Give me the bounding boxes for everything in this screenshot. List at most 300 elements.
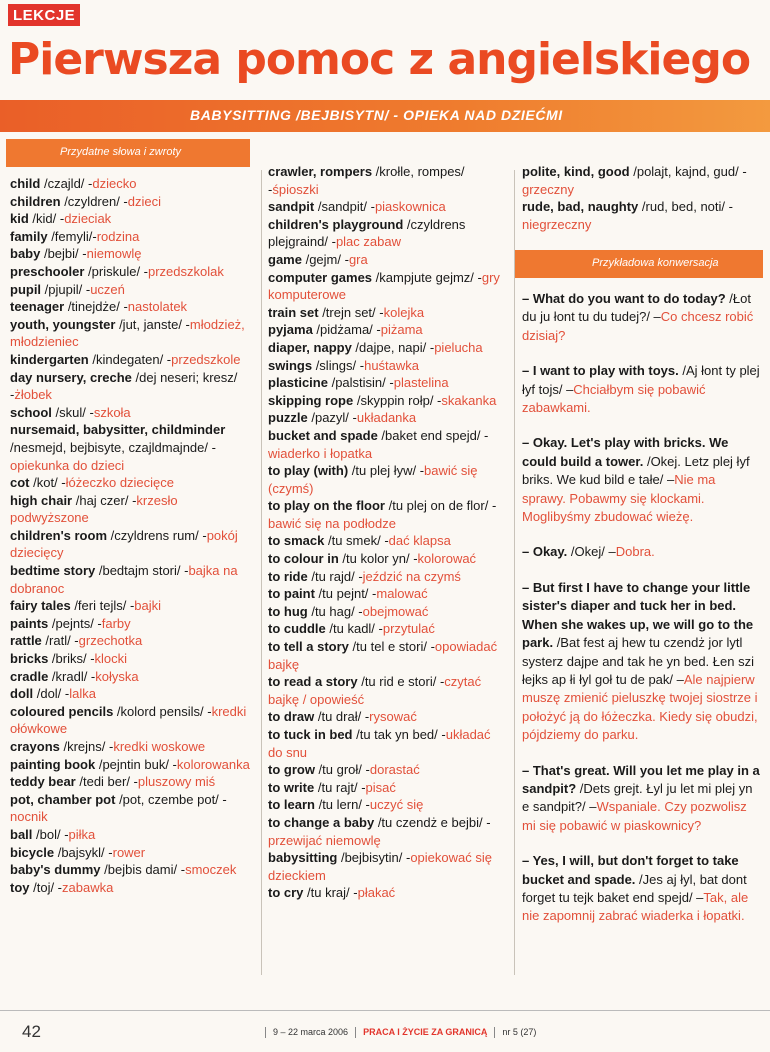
conversation-line (522, 362, 760, 417)
vocab-pronunciation: /tu kolor yn/ - (338, 551, 418, 567)
vocab-word: cradle (10, 668, 49, 684)
vocab-translation: piaskownica (374, 199, 446, 215)
conversation-english: – Okay. Let's play with bricks. We could build a tower. (522, 435, 729, 469)
footer (258, 1027, 536, 1038)
vocab-word: painting book (10, 756, 96, 772)
vocab-word: rude, bad, naughty (522, 199, 639, 215)
vocab-entry (268, 638, 508, 673)
vocab-entry (10, 245, 255, 263)
vocab-word: computer games (268, 269, 373, 285)
vocab-entry (268, 532, 508, 550)
vocab-pronunciation: /tu lern/ - (314, 797, 370, 813)
vocab-pronunciation: /tu rid e stori/ - (357, 674, 445, 690)
vocab-translation: grzechotka (78, 633, 143, 649)
vocab-entry (268, 884, 508, 902)
vocab-translation: gry komputerowe (268, 269, 500, 303)
vocab-translation: śpioszki (272, 181, 319, 197)
vocab-translation: skakanka (441, 392, 497, 408)
conversation-line (522, 852, 760, 926)
vocab-entry (268, 585, 508, 603)
vocab-pronunciation: /skul/ - (51, 404, 94, 420)
vocab-pronunciation: /czyldrens plejgraind/ - (268, 216, 466, 250)
vocab-word: kindergarten (10, 351, 89, 367)
vocab-pronunciation: /bol/ - (32, 826, 69, 842)
conversation-pronunciation: /Dets grejt. Łyl ju let mi plej yn e sandpit?/ – (522, 780, 753, 815)
vocab-entry (268, 761, 508, 779)
vocab-entry (10, 369, 255, 404)
vocab-translation: kolorowanka (176, 756, 250, 772)
vocabulary-column-2 (268, 163, 508, 902)
vocab-entry (268, 321, 508, 339)
vocab-translation: żłobek (14, 387, 52, 403)
vocab-entry (268, 163, 508, 198)
vocab-pronunciation: /rud, bed, noti/ - (638, 199, 733, 215)
vocab-entry (268, 726, 508, 761)
vocab-word: to colour in (268, 551, 339, 567)
vocab-pronunciation: /tu plej ływ/ - (348, 463, 425, 479)
vocab-pronunciation: /slings/ - (312, 357, 365, 373)
vocab-translation: dzieci (127, 193, 162, 209)
vocab-word: train set (268, 304, 319, 320)
vocab-entry (268, 216, 508, 251)
conversation-line (522, 290, 760, 345)
vocab-entry (268, 603, 508, 621)
vocab-word: ball (10, 826, 33, 842)
conversation-line (522, 579, 760, 745)
vocab-entry (268, 568, 508, 586)
vocab-translation: jeździć na czymś (362, 568, 461, 584)
vocab-word: to paint (268, 586, 315, 602)
vocab-pronunciation: /pazyl/ - (307, 410, 357, 426)
vocab-translation: rysować (369, 709, 417, 725)
vocab-translation: piżama (380, 322, 423, 338)
conversation-translation: Tak, ale nie zapomnij zabrać wiaderka i łopatki. (522, 889, 749, 924)
conversation-translation: Co chcesz robić dzisiaj? (522, 309, 754, 343)
vocab-pronunciation: /tu tel e stori/ - (348, 639, 435, 655)
vocab-pronunciation: /pidżama/ - (312, 322, 381, 338)
vocab-word: to cuddle (268, 621, 326, 637)
vocab-translation: niemowlę (86, 246, 142, 262)
vocab-entry (268, 550, 508, 568)
vocab-translation: opiekunka do dzieci (10, 457, 125, 473)
vocabulary-column-1 (10, 175, 255, 896)
conversation-line (522, 434, 760, 526)
conversation-english: – Yes, I will, but don't forget to take bucket and spade. (522, 853, 739, 887)
vocab-pronunciation: /dajpe, napi/ - (351, 339, 435, 355)
conversation-pronunciation: /Jes aj łyl, bat dont forget tu tejk baket end spejd/ – (522, 871, 747, 905)
conversation-english: – But first I have to change your little sister's diaper and tuck her in bed. When she wakes up, we will go to the park. (522, 579, 754, 651)
vocab-entry (10, 597, 255, 615)
vocab-translation: piłka (68, 826, 96, 842)
vocab-translation: przedszkole (171, 351, 241, 367)
vocab-word: to play on the floor (268, 498, 385, 514)
vocab-translation: obejmować (362, 603, 429, 619)
vocab-translation: pisać (365, 779, 396, 795)
vocab-pronunciation: /femyli/- (47, 228, 97, 244)
vocab-translation: niegrzeczny (522, 216, 592, 232)
vocab-translation: bajki (134, 598, 162, 614)
vocab-entry (10, 281, 255, 299)
conversation-translation: Nie ma sprawy. Pobawmy się klockami. Moglibyśmy zbudować wieżę. (522, 472, 716, 525)
vocab-translation: smoczek (185, 862, 237, 878)
vocab-word: to play (with) (268, 463, 349, 479)
vocab-pronunciation: /kindegaten/ - (88, 351, 172, 367)
vocab-word: kid (10, 211, 29, 227)
vocab-translation: opowiadać bajkę (268, 639, 498, 672)
vocab-entry (522, 198, 762, 233)
vocab-word: to grow (268, 762, 315, 778)
vocab-translation: uczyć się (369, 797, 424, 813)
vocab-translation: pielucha (434, 339, 483, 355)
vocab-entry (268, 708, 508, 726)
section-tag: LEKCJE (8, 4, 80, 26)
vocab-entry (10, 756, 255, 774)
vocab-pronunciation: /kot/ - (29, 475, 66, 491)
vocab-pronunciation: /tu pejnt/ - (314, 586, 377, 602)
vocab-entry (268, 462, 508, 497)
vocab-translation: kredki woskowe (113, 739, 206, 754)
vocab-word: plasticine (268, 375, 328, 391)
vocab-translation: uczeń (90, 281, 125, 297)
vocab-entry (10, 861, 255, 879)
vocab-entry (10, 527, 255, 562)
vocab-translation: malować (376, 586, 428, 602)
conversation-translation: Ale najpierw muszę zmienić pieluszkę twojej siostrze i położyć ją do łóżeczka. Kiedy się obudzi, pójdziemy do parku. (522, 671, 758, 743)
vocab-pronunciation: /tinejdże/ - (64, 299, 128, 315)
vocab-word: day nursery, creche (10, 369, 132, 385)
conversation-line (522, 762, 760, 836)
vocab-entry (10, 404, 255, 422)
vocab-word: bucket and spade (268, 427, 378, 443)
footer-separator (355, 1027, 356, 1038)
vocab-word: bedtime story (10, 563, 96, 579)
vocab-word: baby's dummy (10, 862, 101, 878)
vocab-pronunciation: /tu groł/ - (314, 762, 370, 778)
vocab-entry (268, 427, 508, 462)
vocab-word: youth, youngster (10, 316, 116, 332)
vocab-translation: klocki (94, 651, 128, 667)
vocab-word: polite, kind, good (522, 164, 630, 179)
vocab-pronunciation: /tu rajt/ - (314, 779, 366, 795)
vocab-pronunciation: /feri tejls/ - (70, 598, 135, 614)
vocab-pronunciation: /gejm/ - (301, 251, 349, 267)
vocab-word: to smack (268, 533, 325, 549)
vocab-translation: lalka (69, 686, 96, 702)
vocab-word: preschooler (10, 263, 85, 279)
vocab-translation: przedszkolak (148, 263, 224, 279)
vocab-translation: plastelina (393, 375, 449, 391)
vocab-translation: huśtawka (364, 357, 420, 373)
vocab-entry (10, 632, 255, 650)
vocab-translation: dzieciak (64, 211, 112, 227)
vocab-entry (10, 351, 255, 369)
conversation-tab-label: Przykładowa konwersacja (592, 257, 719, 269)
vocab-entry (10, 668, 255, 686)
conversation (522, 290, 760, 943)
vocab-pronunciation: /tu smek/ - (324, 533, 389, 549)
vocab-translation: rodzina (96, 228, 140, 244)
vocab-word: to tuck in bed (268, 727, 353, 742)
vocab-entry (10, 773, 255, 791)
vocab-pronunciation: /krejns/ - (59, 739, 114, 754)
vocab-entry (10, 316, 255, 351)
vocab-pronunciation: /palstisin/ - (327, 375, 394, 391)
vocab-pronunciation: /polajt, kajnd, gud/ - (629, 164, 747, 179)
vocab-entry (10, 703, 255, 738)
vocab-entry (10, 685, 255, 703)
vocab-translation: bawić się na podłodze (268, 515, 396, 531)
vocab-translation: młodzież, młodzieniec (10, 316, 245, 350)
conversation-translation: Chciałbym się pobawić zabawkami. (522, 381, 706, 416)
vocab-translation: plac zabaw (335, 234, 401, 250)
vocab-entry (268, 339, 508, 357)
vocab-pronunciation: /tu tak yn bed/ - (352, 727, 446, 742)
vocab-entry (522, 163, 762, 198)
vocab-entry (10, 791, 255, 826)
vocab-word: cot (10, 475, 30, 491)
vocab-pronunciation: /jut, janste/ - (115, 316, 190, 332)
vocab-translation: kolorować (417, 551, 477, 567)
conversation-english: – I want to play with toys. (522, 363, 679, 379)
vocab-word: toy (10, 879, 30, 895)
vocab-word: fairy tales (10, 598, 71, 614)
vocab-pronunciation: /bajsykl/ - (54, 844, 113, 860)
column-divider-2 (514, 170, 515, 975)
vocab-entry (268, 620, 508, 638)
vocab-word: teenager (10, 299, 65, 315)
vocab-word: paints (10, 615, 49, 631)
vocab-translation: zabawka (62, 879, 114, 895)
vocab-entry (268, 392, 508, 410)
vocab-pronunciation: /bedtajm stori/ - (95, 563, 189, 579)
vocab-word: family (10, 228, 48, 244)
vocab-entry (10, 826, 255, 844)
vocab-translation: pluszowy miś (137, 774, 216, 790)
vocab-word: to change a baby (268, 814, 375, 830)
vocab-pronunciation: /tu kadl/ - (325, 621, 383, 637)
vocab-pronunciation: /briks/ - (48, 651, 95, 667)
vocab-word: bricks (10, 651, 49, 667)
vocab-pronunciation: /trejn set/ - (318, 304, 384, 320)
vocab-translation: czytać bajkę / opowieść (268, 674, 482, 707)
vocab-translation: dorastać (369, 762, 420, 778)
vocabulary-tab-label: Przydatne słowa i zwroty (60, 146, 182, 158)
conversation-pronunciation: /Łot du ju łont tu du tudej?/ – (522, 291, 751, 325)
vocab-pronunciation: /czajld/ - (40, 176, 93, 191)
vocab-translation: układać do snu (268, 727, 491, 760)
vocab-word: doll (10, 686, 34, 702)
vocab-pronunciation: /skyppin rołp/ - (353, 392, 442, 408)
vocab-entry (10, 193, 255, 211)
vocab-entry (10, 228, 255, 246)
vocab-word: skipping rope (268, 392, 354, 408)
vocab-pronunciation: /dej neseri; kresz/ - (10, 369, 238, 403)
footer-separator (494, 1027, 495, 1038)
vocab-pronunciation: /bejbisytin/ - (337, 850, 411, 866)
vocab-translation: dać klapsa (388, 533, 451, 549)
vocab-entry (268, 304, 508, 322)
vocab-word: nursemaid, babysitter, childminder (10, 422, 226, 438)
vocab-pronunciation: /czyldren/ - (60, 193, 128, 209)
vocab-pronunciation: /pjupil/ - (41, 281, 91, 297)
vocab-word: crayons (10, 739, 60, 754)
conversation-translation: Wspaniale. Czy pozwolisz mi się pobawić w piaskownicy? (522, 799, 747, 833)
vocab-word: child (10, 176, 41, 191)
vocab-entry (10, 738, 255, 756)
vocab-pronunciation: /haj czer/ - (72, 492, 137, 508)
vocab-entry (268, 357, 508, 375)
vocab-translation: kołyska (95, 668, 139, 684)
vocab-pronunciation: /bejbis dami/ - (100, 862, 186, 878)
vocab-pronunciation: /krołle, rompes/ - (268, 164, 465, 197)
vocab-word: high chair (10, 492, 73, 508)
vocab-pronunciation: /pot, czembe pot/ - (115, 791, 227, 807)
vocab-translation: farby (101, 615, 131, 631)
vocab-pronunciation: /sandpit/ - (314, 199, 375, 215)
vocab-word: puzzle (268, 410, 308, 426)
vocab-translation: układanka (356, 410, 417, 426)
vocab-translation: przewijać niemowlę (268, 832, 381, 848)
vocab-translation: grzeczny (522, 181, 575, 197)
vocab-pronunciation: /tu czendż e bejbi/ - (374, 814, 491, 830)
vocab-pronunciation: /priskule/ - (84, 263, 148, 279)
vocab-translation: łóżeczko dziecięce (65, 475, 175, 491)
vocab-entry (10, 492, 255, 527)
vocab-pronunciation: /toj/ - (29, 879, 63, 895)
vocab-word: crawler, rompers (268, 164, 373, 179)
vocab-word: to read a story (268, 674, 358, 690)
page-title: Pierwsza pomoc z angielskiego (8, 34, 751, 85)
conversation-english: – What do you want to do today? (522, 291, 726, 306)
vocab-word: school (10, 404, 52, 420)
vocab-word: babysitting (268, 850, 338, 866)
vocab-entry (10, 263, 255, 281)
vocab-word: to draw (268, 709, 315, 725)
vocabulary-column-3 (522, 163, 762, 233)
vocab-entry (268, 497, 508, 532)
vocab-entry (268, 198, 508, 216)
vocab-word: to hug (268, 603, 308, 619)
vocab-word: teddy bear (10, 774, 76, 790)
vocab-entry (10, 210, 255, 228)
vocab-pronunciation: /tu kraj/ - (303, 885, 358, 901)
vocab-pronunciation: /ratl/ - (41, 633, 79, 649)
conversation-line (522, 543, 760, 561)
vocab-word: coloured pencils (10, 703, 114, 719)
vocab-pronunciation: /baket end spejd/ - (377, 427, 489, 443)
footer-issue: nr 5 (27) (502, 1027, 537, 1037)
vocab-entry (268, 409, 508, 427)
vocab-pronunciation: /kolord pensils/ - (113, 703, 212, 719)
vocab-translation: wiaderko i łopatka (268, 445, 373, 461)
vocab-pronunciation: /nesmejd, bejbisyte, czajldmajnde/ - (10, 439, 216, 455)
vocab-word: pot, chamber pot (10, 791, 116, 807)
vocab-word: to write (268, 779, 315, 795)
conversation-pronunciation: /Okej/ – (567, 544, 616, 560)
column-divider-1 (261, 170, 262, 975)
footer-brand: PRACA I ŻYCIE ZA GRANICĄ (363, 1027, 488, 1037)
footer-separator (265, 1027, 266, 1038)
vocab-entry (268, 269, 508, 304)
vocab-entry (268, 796, 508, 814)
vocab-translation: opiekować się dzieckiem (268, 850, 492, 883)
conversation-english: – That's great. Will you let me play in a sandpit? (522, 762, 760, 796)
vocab-entry (268, 251, 508, 269)
vocab-word: baby (10, 246, 41, 262)
vocab-word: rattle (10, 633, 42, 649)
vocab-pronunciation: /dol/ - (33, 686, 70, 702)
vocab-pronunciation: /tu drał/ - (314, 709, 370, 725)
vocab-word: pyjama (268, 322, 313, 338)
vocab-entry (10, 844, 255, 862)
vocab-word: diaper, nappy (268, 339, 352, 355)
vocab-word: swings (268, 357, 313, 373)
vocab-translation: dziecko (92, 176, 137, 191)
vocab-word: to learn (268, 797, 315, 813)
page-number: 42 (22, 1022, 41, 1041)
vocab-entry (10, 421, 255, 474)
vocab-word: pupil (10, 281, 42, 297)
vocab-entry (10, 474, 255, 492)
vocab-entry (268, 673, 508, 708)
vocab-translation: rower (112, 844, 146, 860)
vocab-pronunciation: /kampjute gejmz/ - (372, 269, 482, 285)
vocab-word: to tell a story (268, 639, 349, 655)
vocab-word: bicycle (10, 844, 55, 860)
vocab-translation: nastolatek (127, 299, 188, 315)
footer-date: 9 – 22 marca 2006 (273, 1027, 349, 1037)
subtitle: BABYSITTING /BEJBISYTN/ - OPIEKA NAD DZIEĆMI (190, 107, 563, 123)
vocab-translation: bajka na dobranoc (10, 563, 238, 596)
conversation-translation: Dobra. (615, 544, 655, 560)
vocab-pronunciation: /pejnts/ - (48, 615, 102, 631)
vocab-entry (268, 849, 508, 884)
vocab-translation: pokój dziecięcy (10, 527, 238, 561)
conversation-pronunciation: /Aj łont ty plej łyf tojs/ – (522, 363, 760, 397)
vocab-entry (268, 374, 508, 392)
vocab-word: game (268, 251, 302, 267)
vocab-word: sandpit (268, 199, 315, 215)
vocab-translation: kolejka (383, 304, 425, 320)
conversation-english: – Okay. (522, 544, 568, 560)
footer-rule (0, 1010, 770, 1011)
vocab-pronunciation: /kradl/ - (48, 668, 96, 684)
vocab-word: to cry (268, 885, 304, 901)
vocab-entry (10, 175, 255, 193)
vocab-pronunciation: /tedi ber/ - (75, 774, 138, 790)
vocab-translation: bawić się (czymś) (268, 463, 478, 496)
vocab-translation: szkoła (93, 404, 131, 420)
vocab-word: children's playground (268, 216, 404, 232)
vocab-pronunciation: /tu plej on de flor/ - (385, 498, 497, 514)
vocab-entry (10, 298, 255, 316)
vocab-entry (10, 562, 255, 597)
vocab-pronunciation: /tu rajd/ - (307, 568, 363, 584)
vocab-translation: krzesło podwyższone (10, 492, 178, 526)
vocab-translation: gra (348, 251, 368, 267)
vocab-translation: przytulać (382, 621, 435, 637)
vocab-word: children (10, 193, 61, 209)
vocab-translation: płakać (357, 885, 396, 901)
vocab-pronunciation: /pejntin buk/ - (95, 756, 177, 772)
vocab-pronunciation: /bejbi/ - (40, 246, 87, 262)
vocab-entry (10, 650, 255, 668)
vocab-translation: nocnik (10, 809, 48, 825)
vocab-entry (10, 615, 255, 633)
vocab-entry (10, 879, 255, 897)
vocab-word: children's room (10, 527, 107, 543)
vocab-pronunciation: /czyldrens rum/ - (107, 527, 207, 543)
